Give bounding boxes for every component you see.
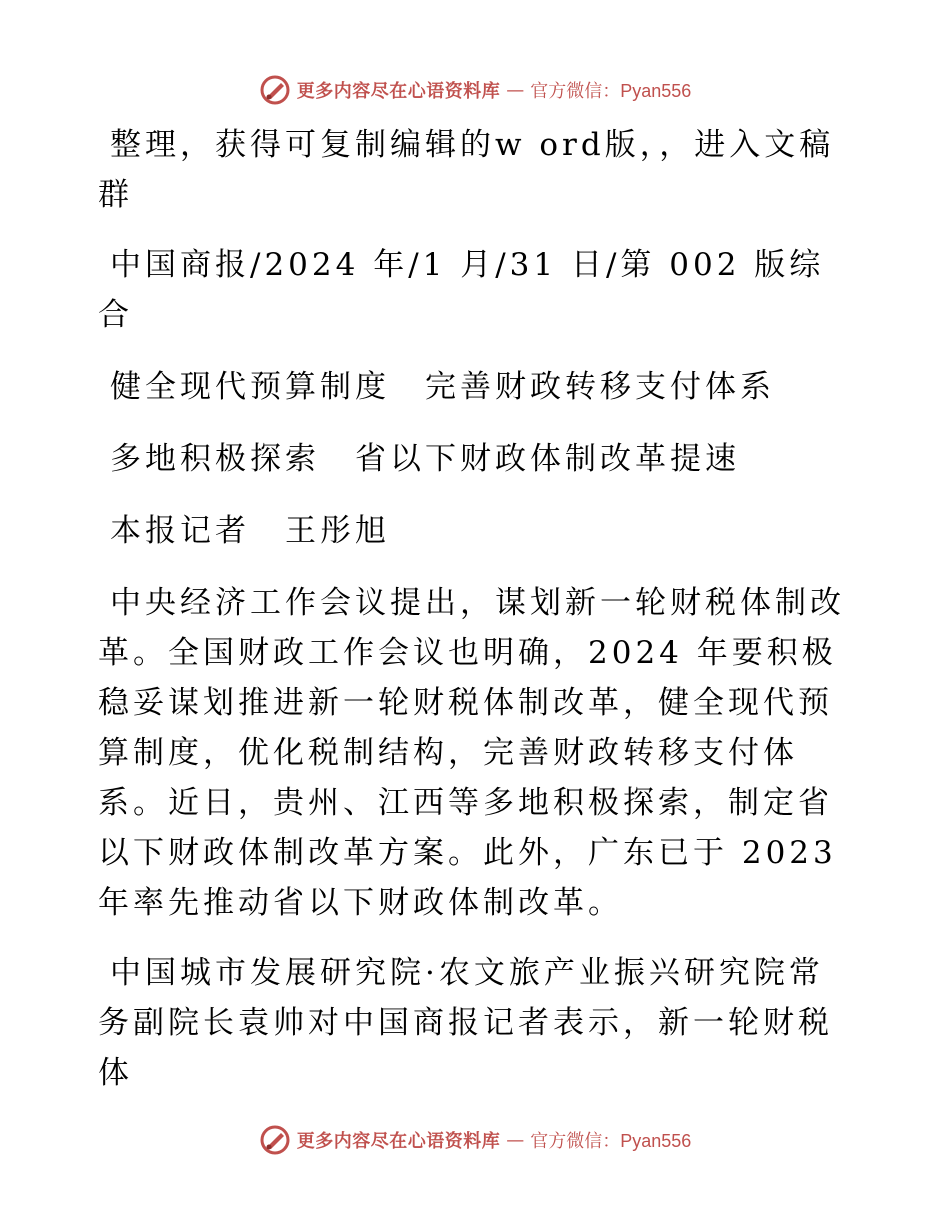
paragraph-2: 中国城市发展研究院·农文旅产业振兴研究院常务副院长袁帅对中国商报记者表示，新一轮财税体 xyxy=(98,955,833,1091)
footer-banner xyxy=(0,1120,950,1160)
header-banner-inner xyxy=(259,74,692,106)
byline: 本报记者 王彤旭 xyxy=(110,513,390,549)
header-banner-separator: — xyxy=(506,79,525,101)
headline-1: 健全现代预算制度 完善财政转移支付体系 xyxy=(110,369,775,405)
brush-logo-icon xyxy=(259,74,291,106)
headline-2: 多地积极探索 省以下财政体制改革提速 xyxy=(110,441,740,477)
intro-line: 整理，获得可复制编辑的w ord版，，进入文稿群 xyxy=(98,127,835,213)
header-banner xyxy=(0,70,950,110)
footer-banner-inner xyxy=(259,1124,692,1156)
source-line: 中国商报/2024 年/1 月/31 日/第 002 版综合 xyxy=(98,247,825,333)
header-banner-text: 更多内容尽在心语资料库 xyxy=(296,81,501,102)
header-banner-contact: 官方微信：Pyan556 xyxy=(530,81,692,101)
footer-banner-separator: — xyxy=(506,1129,525,1151)
footer-banner-text: 更多内容尽在心语资料库 xyxy=(296,1131,501,1152)
paragraph-1: 中央经济工作会议提出，谋划新一轮财税体制改革。全国财政工作会议也明确，2024 年要积极稳妥谋划推进新一轮财税体制改革，健全现代预算制度，优化税制结构，完善财政转移支付体系。近日，贵州、江西等多地积极探索，制定省以下财政体制改革方案。此外，广东已于 2023年率先推动省以下财政体制改革。 xyxy=(98,585,845,921)
footer-banner-contact: 官方微信：Pyan556 xyxy=(530,1131,692,1151)
brush-logo-icon xyxy=(259,1124,291,1156)
document-body xyxy=(98,120,858,1118)
